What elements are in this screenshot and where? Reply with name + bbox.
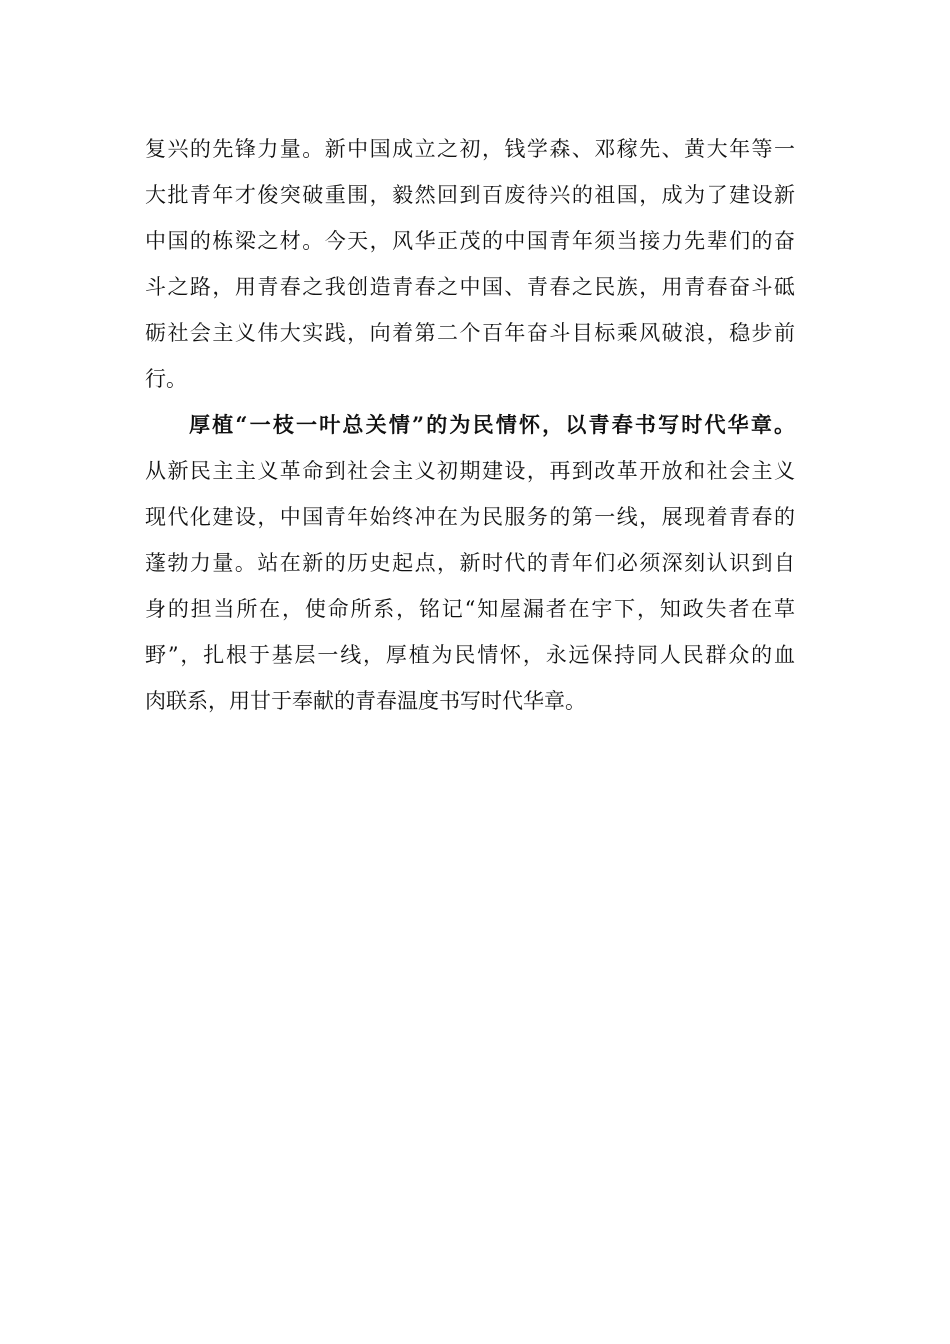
paragraph-line: 复兴的先锋力量。新中国成立之初，钱学森、邓稼先、黄大年等一 bbox=[145, 137, 795, 161]
paragraph-1 bbox=[145, 126, 795, 402]
paragraph-line: 斗之路，用青春之我创造青春之中国、青春之民族，用青春奋斗砥 bbox=[145, 275, 795, 299]
paragraph-heading: 厚植“一枝一叶总关情”的为民情怀，以青春书写时代华章。 bbox=[189, 412, 795, 437]
paragraph-line: 身的担当所在，使命所系，铭记“知屋漏者在宇下，知政失者在草 bbox=[145, 597, 795, 621]
paragraph-line: 蓬勃力量。站在新的历史起点，新时代的青年们必须深刻认识到自 bbox=[145, 551, 795, 575]
paragraph-line: 大批青年才俊突破重围，毅然回到百废待兴的祖国，成为了建设新 bbox=[145, 183, 795, 207]
paragraph-line: 中国的栋梁之材。今天，风华正茂的中国青年须当接力先辈们的奋 bbox=[145, 229, 795, 253]
paragraph-2 bbox=[145, 402, 795, 724]
paragraph-line: 砺社会主义伟大实践，向着第二个百年奋斗目标乘风破浪，稳步前 bbox=[145, 321, 795, 345]
document-body bbox=[145, 126, 795, 724]
paragraph-line: 肉联系，用甘于奉献的青春温度书写时代华章。 bbox=[145, 689, 586, 713]
paragraph-line: 行。 bbox=[145, 367, 187, 391]
paragraph-line: 从新民主主义革命到社会主义初期建设，再到改革开放和社会主义 bbox=[145, 459, 795, 483]
paragraph-line: 野”，扎根于基层一线，厚植为民情怀，永远保持同人民群众的血 bbox=[145, 643, 795, 667]
paragraph-line: 现代化建设，中国青年始终冲在为民服务的第一线，展现着青春的 bbox=[145, 505, 795, 529]
